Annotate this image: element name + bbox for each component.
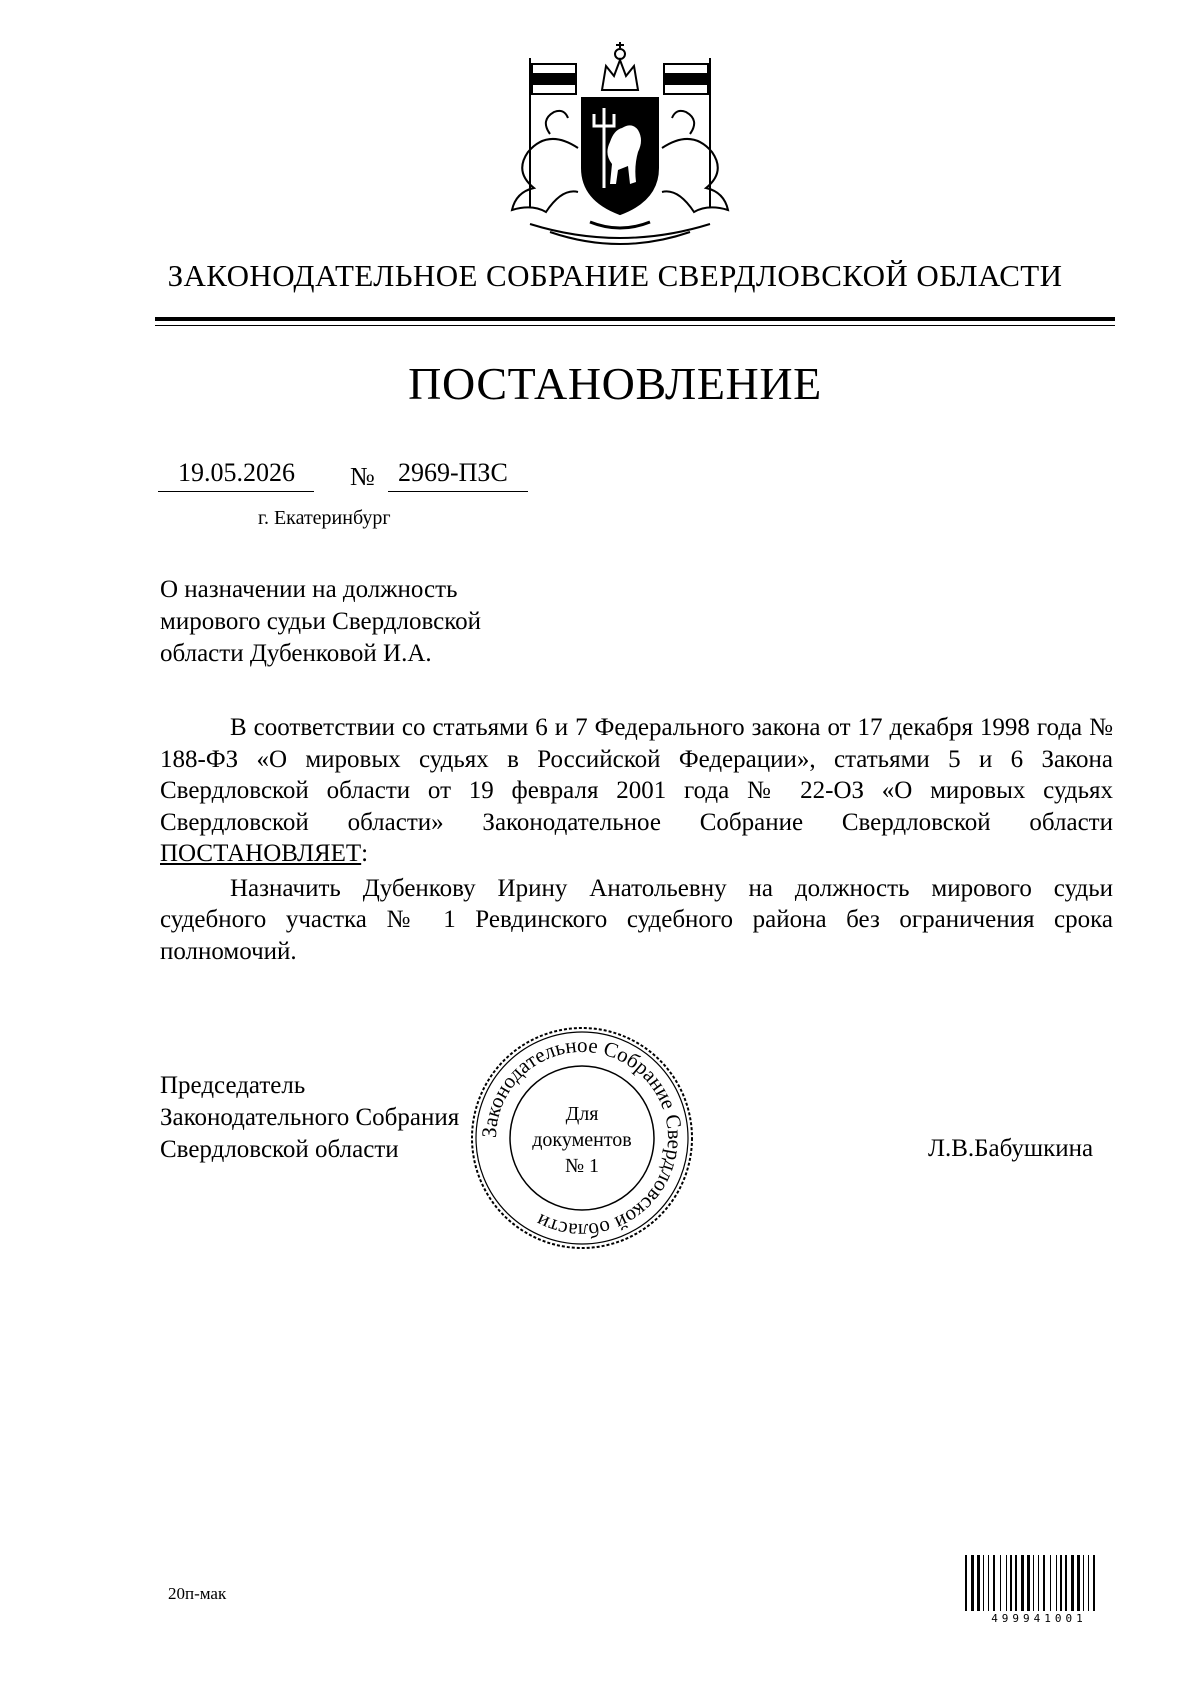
number-label: № <box>350 462 375 491</box>
body-paragraph-preamble <box>160 712 1113 870</box>
resolves-suffix: : <box>361 840 369 867</box>
header-rule-thin <box>155 325 1115 326</box>
barcode-bar <box>1033 1555 1034 1611</box>
seal-center-line: Для <box>565 1103 599 1125</box>
barcode-bar <box>1050 1555 1051 1611</box>
position-line: Председатель <box>160 1072 306 1099</box>
barcode-bar <box>1027 1555 1030 1611</box>
barcode-bar <box>1021 1555 1024 1611</box>
barcode-bar <box>1056 1555 1057 1611</box>
signatory-name: Л.В.Бабушкина <box>928 1135 1094 1162</box>
barcode-bar <box>988 1555 989 1611</box>
barcode-bar <box>1006 1555 1007 1611</box>
subject-line: О назначении на должность <box>160 576 458 603</box>
header-rule-thick <box>155 317 1115 321</box>
coat-of-arms-icon <box>490 38 750 258</box>
document-body <box>160 712 1113 967</box>
document-city: г. Екатеринбург <box>258 507 391 529</box>
position-line: Законодательного Собрания <box>160 1104 460 1131</box>
body-paragraph-decision: Назначить Дубенкову Ирину Анатольевну на должность мирового судьи судебного участка № 1 Ревдинского судебного района без ограничения срока полномочий. <box>160 874 1113 965</box>
barcode-icon <box>963 1555 1113 1611</box>
seal-center-line: документов <box>532 1129 632 1151</box>
document-subject <box>160 574 580 670</box>
subject-line: мирового судьи Свердловской <box>160 608 481 635</box>
barcode-bar <box>1015 1555 1017 1611</box>
barcode-bar <box>1043 1555 1045 1611</box>
barcode-bar <box>1038 1555 1039 1611</box>
document-number: 2969-ПЗС <box>398 458 508 487</box>
signatory-position <box>160 1070 459 1166</box>
barcode-bar <box>993 1555 995 1611</box>
barcode-bar <box>1088 1555 1089 1611</box>
form-code: 20п-мак <box>168 1584 227 1603</box>
barcode-bar <box>1000 1555 1001 1611</box>
barcode-bar <box>1010 1555 1012 1611</box>
official-seal-icon <box>468 1024 696 1252</box>
seal-ring-text: Законодательное Собрание Свердловской области <box>476 1032 688 1244</box>
barcode-bar <box>965 1555 967 1611</box>
position-line: Свердловской области <box>160 1136 399 1163</box>
barcode-bar <box>977 1555 980 1611</box>
preamble-text: В соответствии со статьями 6 и 7 Федерального закона от 17 декабря 1998 года № 188-ФЗ «О мировых судьях в Российской Федерации», статьями 5 и 6 Закона Свердловской области от 19 февраля 2001 года № 22-ОЗ «О мировых судьях Свердловской области» Законодательное Собрание Свердловской области <box>160 714 1113 836</box>
barcode-digits: 499941001 <box>991 1612 1087 1625</box>
barcode-bar <box>983 1555 984 1611</box>
subject-line: области Дубенковой И.А. <box>160 640 432 667</box>
resolves-keyword: ПОСТАНОВЛЯЕТ <box>160 840 362 867</box>
organization-name: ЗАКОНОДАТЕЛЬНОЕ СОБРАНИЕ СВЕРДЛОВСКОЙ ОБЛАСТИ <box>167 258 1063 293</box>
barcode-bar <box>1077 1555 1080 1611</box>
barcode-bar <box>1071 1555 1074 1611</box>
barcode-bar <box>1093 1555 1095 1611</box>
document-date: 19.05.2026 <box>178 458 295 487</box>
document-type-title: ПОСТАНОВЛЕНИЕ <box>408 358 822 409</box>
barcode-bar <box>1065 1555 1067 1611</box>
barcode-bar <box>1060 1555 1062 1611</box>
barcode-bar <box>971 1555 974 1611</box>
barcode-bar <box>1083 1555 1084 1611</box>
seal-center-line: № 1 <box>564 1155 600 1177</box>
